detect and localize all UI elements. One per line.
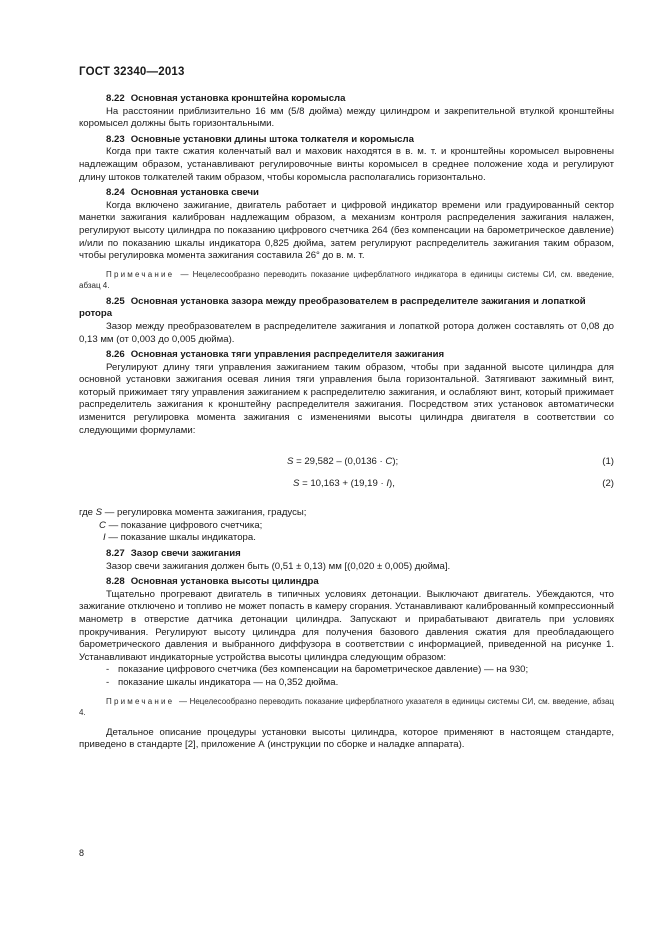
section-title: Основная установка тяги управления распределителя зажигания (130, 349, 445, 361)
where-line-s: где S — регулировка момента зажигания, градусы; (79, 507, 307, 519)
list-item: - показание шкалы индикатора — на 0,352 дюйма. (106, 676, 339, 688)
paragraph-8-26: Регулируют длину тяги управления зажиганием таким образом, чтобы при заданной высоте цилиндра для основной установки зажигания осевая линия тяги управления была горизонтальной. Затягивают зажимный винт, который прижимает тягу управления зажиганием к распределителю зажигания, и ослабляют винт, который прижимает распределитель зажигания к кронштейну распределителя зажигания. Посредством этих установок автоматически изменится регулировка момента зажигания с изменениями высоты цилиндра двигателя в соответствии со следующими формулами: (79, 361, 614, 436)
document-body (79, 90, 614, 752)
document-header: ГОСТ 32340—2013 (79, 66, 185, 78)
note-8-28 (79, 696, 614, 719)
section-title: Основные установки длины штока толкателя и коромысла (130, 133, 414, 145)
section-heading-8-28 (79, 576, 614, 589)
paragraph-8-25: Зазор между преобразователем в распределителе зажигания и лопаткой ротора должен составлять от 0,08 до 0,13 мм (от 0,003 до 0,005 дюйма). (79, 320, 614, 345)
section-title: Основная установка свечи (130, 187, 259, 199)
section-number: 8.25 (106, 295, 125, 307)
where-line-i: I — показание шкалы индикатора. (103, 532, 256, 544)
paragraph-8-27: Зазор свечи зажигания должен быть (0,51 ± 0,13) мм [(0,020 ± 0,005) дюйма]. (106, 560, 451, 572)
paragraph-8-24: Когда включено зажигание, двигатель работает и цифровой индикатор времени или градуированный сектор манетки зажигания калиброван надлежащим образом, а механизм контроля распределения зажигания налажен, регулируют высоту цилиндра по показанию цифрового счетчика 264 (без компенсации на барометрическое давление) и/или по показанию шкалы индикатора 0,825 дюйма, затем регулируют распределитель зажигания таким образом, чтобы регулировка момента зажигания составила 26° до в. м. т. (79, 199, 614, 262)
page-number: 8 (79, 848, 85, 858)
section-heading-8-26 (79, 349, 614, 362)
section-heading-8-25 (79, 296, 614, 321)
section-number: 8.28 (106, 576, 125, 588)
formula-1 (79, 451, 614, 473)
where-line-c: C — показание цифрового счетчика; (99, 519, 263, 531)
section-heading-8-23 (79, 134, 614, 147)
paragraph-8-28: Тщательно прогревают двигатель в типичных условиях детонации. Выключают двигатель. Убеждаются, что зажигание отключено и топливо не может попасть в камеру сгорания. Устанавливают калиброванный компрессионный манометр в отверстие датчика детонации цилиндра. Запускают и прирабатывают двигатель при условиях прокручивания. Регулируют высоту цилиндра для получения базового давления сжатия для преобладающего барометрического давления и выбранного диффузора в соответствии с информацией, приведенной на рисунке 1. Устанавливают индикаторные устройства высоты цилиндра следующим образом: (79, 588, 614, 663)
formula-number: (2) (602, 478, 614, 490)
paragraph-8-22: На расстоянии приблизительно 16 мм (5/8 дюйма) между цилиндром и закрепительной втулкой кронштейны коромысел должны быть горизонтальными. (79, 105, 614, 130)
note-text: — Нецелесообразно переводить показание циферблатного указателя в единицы системы СИ, см. введение, абзац 4. (79, 696, 614, 718)
list-item: - показание цифрового счетчика (без компенсации на барометрическое давление) — на 930; (106, 664, 529, 676)
note-label: Примечание (106, 269, 175, 279)
section-number: 8.27 (106, 548, 125, 560)
section-number: 8.23 (106, 133, 125, 145)
formula-expression: S = 29,582 – (0,0136 · C); (287, 456, 399, 468)
section-title: Основная установка зазора между преобразователем в распределителе зажигания и лопаткой ротора (79, 295, 586, 320)
section-number: 8.24 (106, 187, 125, 199)
section-number: 8.22 (106, 93, 125, 104)
formula-expression: S = 10,163 + (19,19 · I), (293, 478, 395, 490)
note-text: — Нецелесообразно переводить показание циферблатного индикатора в единицы системы СИ, см. введение, абзац 4. (79, 269, 614, 291)
section-heading-8-22 (79, 93, 614, 106)
section-heading-8-24 (79, 187, 614, 200)
section-title: Основная установка кронштейна коромысла (130, 93, 346, 104)
paragraph-8-23: Когда при такте сжатия коленчатый вал и маховик находятся в в. м. т. и кронштейны коромысел выровнены надлежащим образом, устанавливают регулировочные винты коромысел в среднее положение хода и регулируют длину штоков толкателей таким образом, чтобы коромысла располагались горизонтально. (79, 146, 614, 183)
section-title: Основная установка высоты цилиндра (130, 576, 319, 588)
paragraph-8-28-final: Детальное описание процедуры установки высоты цилиндра, которое применяют в настоящем стандарте, приведено в стандарте [2], приложение А (инструкции по сборке и наладке аппарата). (79, 726, 614, 751)
note-label: Примечание (106, 696, 175, 706)
formula-number: (1) (602, 456, 614, 468)
section-title: Зазор свечи зажигания (130, 548, 241, 560)
formula-2 (79, 473, 614, 495)
section-heading-8-27 (79, 548, 614, 561)
section-number: 8.26 (106, 349, 125, 361)
note-8-24 (79, 269, 614, 292)
